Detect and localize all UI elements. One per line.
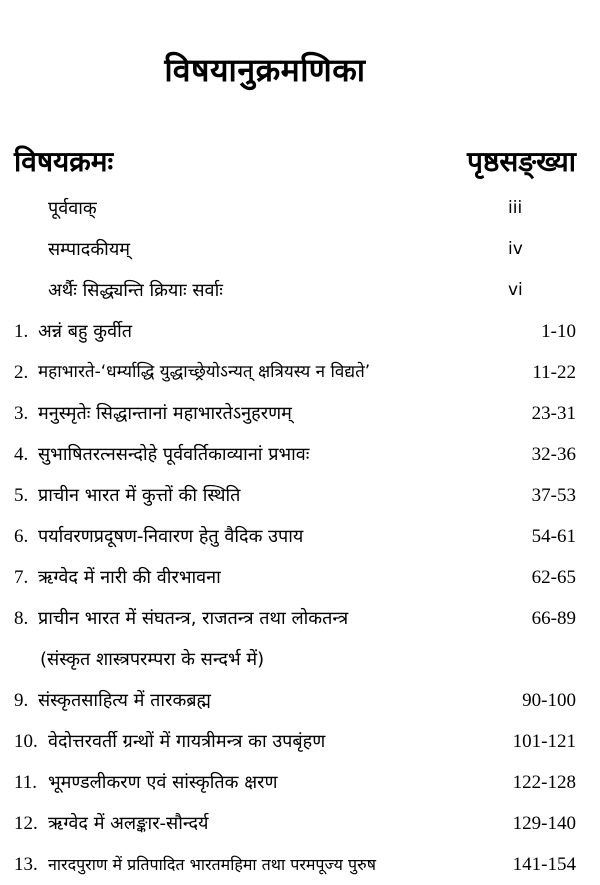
chapter-title: पर्यावरणप्रदूषण-निवारण हेतु वैदिक उपाय xyxy=(38,526,304,547)
subject-heading: विषयक्रमः xyxy=(14,145,114,178)
chapter-title: महाभारते-‘धर्म्याद्धि युद्धाच्छ्रेयोऽन्यत् क्षत्रियस्य न विद्यते’ xyxy=(38,362,371,382)
toc-header xyxy=(14,138,576,184)
toc-entry-page: iii xyxy=(508,198,523,218)
chapter-number: 2. xyxy=(14,362,29,383)
toc-entry-page: iv xyxy=(508,239,523,259)
toc-row-chapter-12 xyxy=(0,803,600,844)
chapter-title: सुभाषितरत्नसन्दोहे पूर्ववर्तिकाव्यानां प्रभावः xyxy=(38,444,310,465)
chapter-number: 8. xyxy=(14,608,29,629)
chapter-title: भूमण्डलीकरण एवं सांस्कृतिक क्षरण xyxy=(48,772,278,793)
chapter-title: प्राचीन भारत में कुत्तों की स्थिति xyxy=(38,485,241,506)
chapter-number: 10. xyxy=(14,731,38,752)
toc-row-chapter-11 xyxy=(0,762,600,803)
toc-row-invocation xyxy=(0,270,600,311)
chapter-pages: 129-140 xyxy=(512,813,576,834)
chapter-number: 4. xyxy=(14,444,29,465)
chapter-number: 12. xyxy=(14,813,38,834)
toc-row-chapter-8 xyxy=(0,598,600,639)
toc-row-chapter-7 xyxy=(0,557,600,598)
chapter-pages: 32-36 xyxy=(531,444,576,465)
chapter-pages: 11-22 xyxy=(532,362,576,383)
chapter-title: संस्कृतसाहित्य में तारकब्रह्म xyxy=(38,690,211,711)
chapter-subtitle: (संस्कृत शास्त्रपरम्परा के सन्दर्भ में) xyxy=(40,649,265,670)
page-title: विषयानुक्रमणिका xyxy=(164,51,366,89)
chapter-number: 13. xyxy=(14,854,38,875)
chapter-title: ऋग्वेद में नारी की वीरभावना xyxy=(38,567,221,588)
chapter-title: प्राचीन भारत में संघतन्त्र, राजतन्त्र तथा लोकतन्त्र xyxy=(38,608,349,629)
toc-entry-title: सम्पादकीयम् xyxy=(48,239,131,260)
toc-row-chapter-4 xyxy=(0,434,600,475)
chapter-title: नारदपुराण में प्रतिपादित भारतमहिमा तथा परमपूज्य पुरुष xyxy=(48,855,376,874)
chapter-title: वेदोत्तरवर्ती ग्रन्थों में गायत्रीमन्त्र का उपबृंहण xyxy=(48,731,326,752)
toc-row-chapter-9 xyxy=(0,680,600,721)
toc-row-chapter-8-subtitle xyxy=(0,639,600,680)
chapter-number: 1. xyxy=(14,321,29,342)
chapter-number: 7. xyxy=(14,567,29,588)
chapter-pages: 54-61 xyxy=(531,526,576,547)
chapter-pages: 90-100 xyxy=(522,690,576,711)
chapter-pages: 141-154 xyxy=(512,854,576,875)
toc-row-foreword xyxy=(0,188,600,229)
toc-row-chapter-5 xyxy=(0,475,600,516)
chapter-pages: 37-53 xyxy=(531,485,576,506)
chapter-number: 9. xyxy=(14,690,29,711)
chapter-pages: 122-128 xyxy=(512,772,576,793)
toc-entry-page: vi xyxy=(508,280,523,300)
chapter-number: 6. xyxy=(14,526,29,547)
table-of-contents xyxy=(0,188,600,885)
toc-row-chapter-3 xyxy=(0,393,600,434)
toc-row-chapter-10 xyxy=(0,721,600,762)
chapter-title: ऋग्वेद में अलङ्कार-सौन्दर्य xyxy=(48,813,209,834)
toc-row-chapter-2 xyxy=(0,352,600,393)
chapter-pages: 101-121 xyxy=(512,731,576,752)
toc-row-chapter-1 xyxy=(0,311,600,352)
chapter-number: 11. xyxy=(14,772,38,793)
chapter-number: 5. xyxy=(14,485,29,506)
chapter-title: अन्नं बहु कुर्वीत xyxy=(38,321,133,342)
page-number-heading: पृष्ठसङ्ख्या xyxy=(466,145,576,178)
toc-row-editorial xyxy=(0,229,600,270)
toc-row-chapter-13 xyxy=(0,844,600,885)
chapter-pages: 23-31 xyxy=(531,403,576,424)
chapter-pages: 66-89 xyxy=(531,608,576,629)
chapter-pages: 1-10 xyxy=(541,321,576,342)
toc-row-chapter-6 xyxy=(0,516,600,557)
chapter-title: मनुस्मृतेः सिद्धान्तानां महाभारतेऽनुहरणम् xyxy=(38,403,292,424)
toc-entry-title: पूर्ववाक् xyxy=(48,198,97,219)
toc-entry-title: अर्थैः सिद्ध्यन्ति क्रियाः सर्वाः xyxy=(48,280,223,301)
chapter-pages: 62-65 xyxy=(531,567,576,588)
chapter-number: 3. xyxy=(14,403,29,424)
